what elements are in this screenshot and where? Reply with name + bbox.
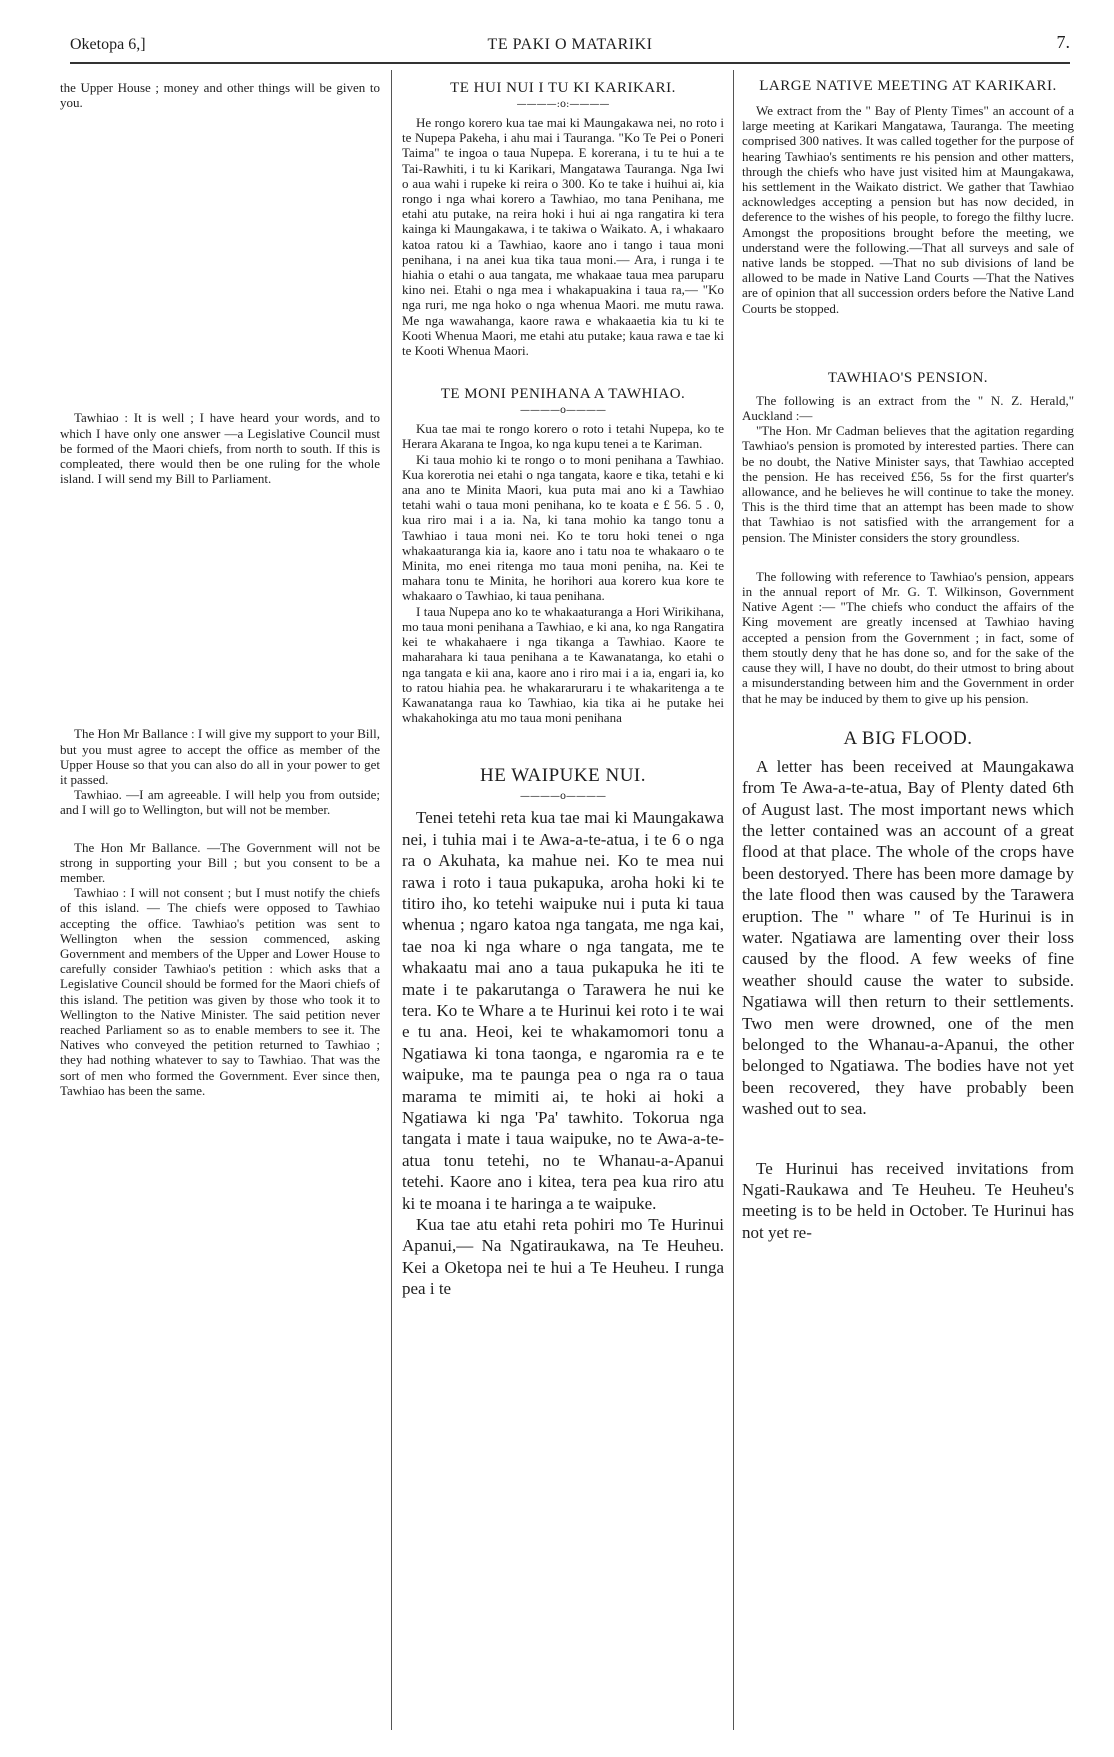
article-tawhiao-pension-text-2: The following with reference to Tawhiao's pension, appears in the annual report of Mr. G. T. Wilkinson, Government Native Agent :— "The chiefs who conduct the affairs of the King movement are greatly incensed at Tawhiao having accepted a pension from the Government ; in fact, some of them stoutly deny that he has done so, and for the sake of the cause they will, I have no doubt, do their utmost to bring about a misunderstanding between him and the Government in order that he may be induced by them to give up his pension. bbox=[742, 568, 1074, 706]
column-1-para-1: the Upper House ; money and other things will be given to you. bbox=[60, 80, 380, 111]
separator: ————o———— bbox=[519, 791, 607, 803]
article-big-flood-text-2: Te Hurinui has received invitations from Ngati-Raukawa and Te Heuheu. Te Heuheu's meeting is to be held in October. Te Hurinui has not yet re- bbox=[742, 1158, 1074, 1242]
article-tawhiao-pension-intro: The following is an extract from the " N. Z. Herald," Auckland :— bbox=[742, 392, 1074, 424]
column-1-para-5: The Hon Mr Ballance. —The Government will not be strong in supporting your Bill ; but you consent to be a member. bbox=[60, 839, 380, 886]
column-3 bbox=[742, 72, 1074, 1243]
issue-date: Oketopa 6,] bbox=[70, 36, 146, 53]
separator: ————:o:———— bbox=[516, 99, 610, 110]
column-1 bbox=[60, 72, 380, 1098]
separator: ————o———— bbox=[519, 405, 607, 417]
article-moni-penihana-text-2: I taua Nupepa ano ko te whakaaturanga a Hori Wirikihana, mo taua moni penihana a Tawhiao, e ki ana, ko nga Rangatira kei te whakahaere i nga tikanga a Tawhiao. Kaore te maharahara ki taua penihana a te Kawanatanga, ko etahi o nga tangata e kii ana, kaore ano i riro mai i a ia, engari ia, ko to ratou hiahia pea. he whakararuraru i te whakaritenga a te Kawanatanga raua ko Tawhiao, kia tika ai he putake hei whakahokinga atu mo taua moni penihana bbox=[402, 603, 724, 726]
column-divider-2 bbox=[733, 70, 734, 1730]
article-big-flood-text: A letter has been received at Maungakawa from Te Awa-a-te-atua, Bay of Plenty dated 6th of August last. The most important news which the letter contained was an account of a great flood at that place. The whole of the crops have been destoryed. There has been more damage by the late flood then was caused by the Tarawera eruption. The " whare " of Te Hurinui is in water. Ngatiawa are lamenting over their loss caused by the flood. A few weeks of fine weather should cause the water to subside. Ngatiawa will then return to their settlements. Two men were drowned, one of the men belonged to the Whanau-a-Apanui, the other belonged to Ngatiawa. The bodies have not yet been recovered, they have probably been washed out to sea. bbox=[742, 756, 1074, 1119]
article-heading-waipuke-nui: HE WAIPUKE NUI. bbox=[480, 765, 646, 787]
article-hui-nui-text: He rongo korero kua tae mai ki Maungakawa nei, no roto i te Nupepa Pakeha, i ahu mai i Tauranga. "Ko Te Pei o Poneri Taima" te ingoa o taua Nupepa. E korerana, i tu te hui a te Tai-Rawhiti, i tu ki Karikari, Mangatawa Tauranga. Nga Iwi o aua wahi i rupeke ki reira o 300. Ko te take i huihui ai, kia rongo i nga whai korero a Tawhiao, mo tana Penihana, me etahi atu putake, na reira hoki i hui ai nga rangatira ki tera kainga ki Maungakawa, i te takiwa o Waikato. A, i whakaaro katoa ratou ki a Tawhiao, kaore ano i tango i taua moni penihana, i na anei kua tika taua moni.— Ara, i runga i te hiahia o etahi o aua tangata, me whakaae taua mea paruparu kino nei. Etahi o nga mea i whakapuakina i taua ra,— "Ko nga ruri, me nga hoko o nga whenua Maori. me mutu rawa. Me nga wawahanga, kaore rawa e whakaaetia kia tu ki te Kooti Whenua Maori, me etahi atu putake; kaua rawa e tae ki te Kooti Whenua Maori. bbox=[402, 115, 724, 359]
page-number: 7. bbox=[1056, 32, 1070, 52]
article-native-meeting-text: We extract from the " Bay of Plenty Times" an account of a large meeting at Karikari Mangatawa, Tauranga. The meeting comprised 300 natives. It was called together for the purpose of hearing Tawhiao's sentiments re his pension and other matters, through the chiefs who have just visited him at Maungakawa, his settlement in the Waikato district. We gather that Tawhiao acknowledges accepting a pension but has now decided, in deference to the wishes of his people, to forego the filthy lucre. Amongst the propositions brought before the meeting, we understand were the following.—That all surveys and sale of native lands be stopped. —That no sub divisions of land be allowed to be made in Native Land Courts —That the Natives are of opinion that all succession orders before the Native Land Courts be stopped. bbox=[742, 103, 1074, 316]
article-moni-penihana-intro: Kua tae mai te rongo korero o roto i tetahi Nupepa, ko te Herara Akarana te Ingoa, ko nga kupu tenei a te Kariman. bbox=[402, 421, 724, 452]
article-waipuke-nui-text: Tenei tetehi reta kua tae mai ki Maungakawa nei, i tuhia mai i te Awa-a-te-atua, i te 6 o nga ra o Akuhata, ka mahue nei. Ko te mea nui rawa i roto i taua pukapuka, aroha hoki ki te titiro iho, ko tetehi waipuke nui i puta ki taua whenua ; ngaro katoa nga tangata, me nga kai, tae noa ki nga whare o nga tangata, me te whakaatu mai ano a taua pukapuka he iti te mate i te pakarutanga o Tarawera he nui ke tera. Ko te Whare a te Hurinui kei roto i te wai e tu ana. Heoi, kei te whakamomori tonu a Ngatiawa ki tona taonga, e ngaromia ra e te waipuke, ma te paunga pea o nga ra o taua marama te mimiti ai, te hoki ai hoki a Ngatiawa ki nga 'Pa' tawhito. Tokorua nga tangata i mate i taua waipuke, no te Awa-a-te-atua tonu tetehi, no te Whanau-a-Apanui tetehi. Kaore ano i kitea, tera pea kua riro atu ki te moana i te haringa a te waipuke. bbox=[402, 808, 724, 1213]
newspaper-title: TE PAKI O MATARIKI bbox=[487, 36, 653, 53]
header-rule bbox=[70, 62, 1070, 64]
article-waipuke-nui-text-2: Kua tae atu etahi reta pohiri mo Te Hurinui Apanui,— Na Ngatiraukawa, na Te Heuheu. Kei a Oketopa nei te hui a Te Heuheu. I runga pea i te bbox=[402, 1215, 724, 1299]
column-1-para-2: Tawhiao : It is well ; I have heard your words, and to which I have only one answer —a Legislative Council must be formed of the Maori chiefs, from north to south. If this is compleated, there would then be one ruling for the whole island. I will send my Bill to Parliament. bbox=[60, 410, 380, 487]
article-moni-penihana-text: Ki taua mohio ki te rongo o to moni penihana a Tawhiao. Kua korerotia nei etahi o nga tangata, kaore e tika, tetahi e ki ana ano te Minita Maori, kua puta mai ano ki a Tawhiao tetahi wahi o taua moni penihana, ko te koata e £ 56. 5 . 0, kua riro mai i a ia. Na, ki tana mohio ka tango tonu a Tawhiao i taua moni nei. Ko te toru hoki tenei o nga whakaaturanga kia ia, kaore ano i tatu noa te whakaaro o te Minita, mo enei ritenga mo taua moni peniha, na. Kei te mahara tonu te Minita, he horihori aua korero kua kore te whakaaro o Tawhiao, ki taua penihana. bbox=[402, 451, 724, 604]
article-heading-native-meeting: LARGE NATIVE MEETING AT KARIKARI. bbox=[759, 78, 1057, 94]
column-2 bbox=[402, 72, 724, 1300]
article-heading-hui-nui: TE HUI NUI I TU KI KARIKARI. bbox=[450, 80, 676, 96]
column-1-para-4: Tawhiao. —I am agreeable. I will help you from outside; and I will go to Wellington, but will not be member. bbox=[60, 787, 380, 818]
column-1-para-3: The Hon Mr Ballance : I will give my support to your Bill, but you must agree to accept the office as member of the Upper House so that you can also do all in your power to get it passed. bbox=[60, 726, 380, 788]
article-tawhiao-pension-text: "The Hon. Mr Cadman believes that the agitation regarding Tawhiao's pension is promoted by interested parties. There can be no doubt, the Native Minister says, that Tawhiao accepted the pension. He has received £56, 5s for the first quarter's allowance, and he believes he will continue to take the money. This is the third time that an attempt has been made to show that Tawhiao is not satisfied with the arrangement for a pension. The Minister considers the story groundless. bbox=[742, 423, 1074, 545]
column-divider-1 bbox=[391, 70, 392, 1730]
page-header bbox=[70, 32, 1070, 58]
article-heading-big-flood: A BIG FLOOD. bbox=[843, 727, 973, 749]
article-heading-moni-penihana: TE MONI PENIHANA A TAWHIAO. bbox=[440, 386, 686, 403]
column-1-para-6: Tawhiao : I will not consent ; but I must notify the chiefs of this island. — The chiefs were opposed to Tawhiao accepting the office. Tawhiao's petition was sent to Wellington when the session commenced, asking Government and members of the Upper and Lower House to carefully consider Tawhiao's petition : which asks that a Legislative Council should be formed for the Maori chiefs of this island. The petition was given by those who took it to Wellington to the Native Minister. The said petition never reached Parliament so as to enable members to see it. The Natives who conveyed the petition returned to Tawhiao ; they had nothing whatever to say to Tawhiao. That was the sort of men who formed the Government. Ever since then, Tawhiao has been the same. bbox=[60, 885, 380, 1098]
article-heading-tawhiao-pension: TAWHIAO'S PENSION. bbox=[827, 369, 989, 386]
